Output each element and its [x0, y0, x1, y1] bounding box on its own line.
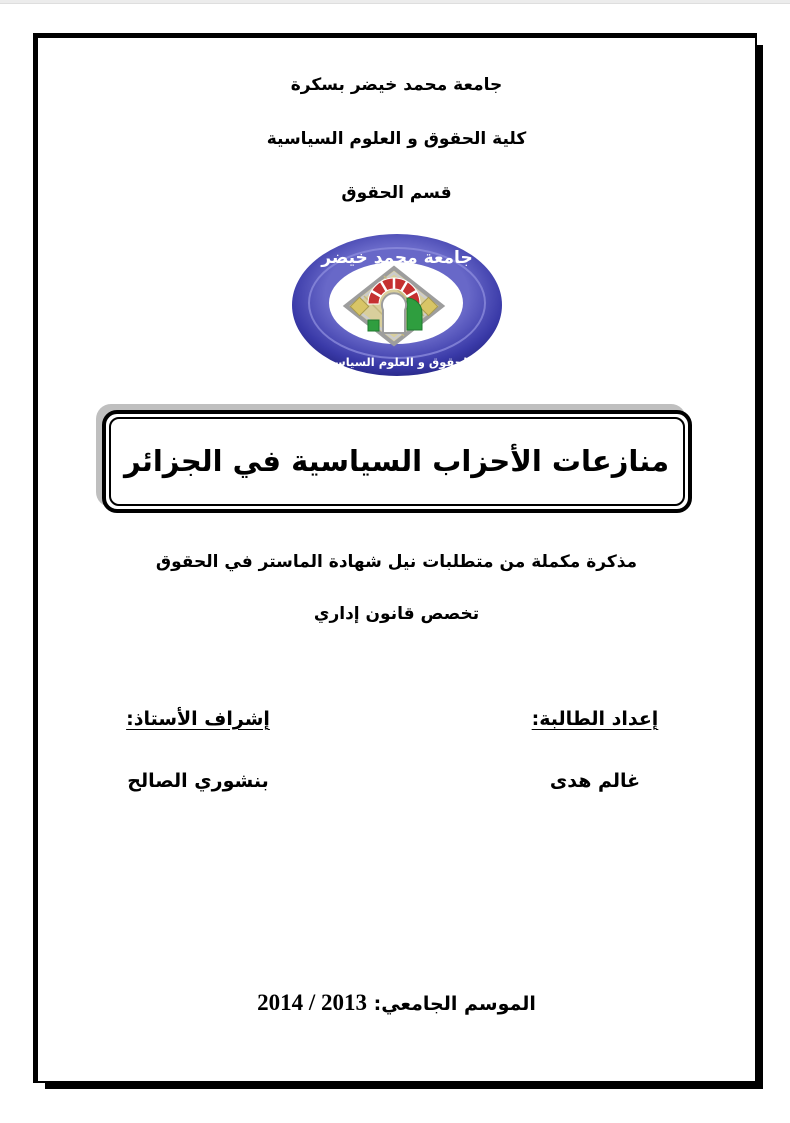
faculty-name: كلية الحقوق و العلوم السياسية [266, 129, 527, 149]
student-name: غالم هدى [549, 770, 641, 792]
logo-bottom-text: الحقوق و العلوم السياسية [322, 355, 471, 369]
academic-year [38, 989, 755, 1018]
specialization-line: تخصص قانون إداري [313, 604, 480, 624]
university-logo [38, 233, 755, 377]
university-name: جامعة محمد خيضر بسكرة [290, 75, 503, 95]
credits-section [38, 707, 755, 793]
thesis-type-line: مذكرة مكملة من متطلبات نيل شهادة الماستر في الحقوق [155, 552, 638, 572]
supervisor-name: بنشوري الصالح [127, 770, 269, 792]
thesis-title: منازعات الأحزاب السياسية في الجزائر [123, 444, 670, 479]
viewer-page-edge [0, 0, 790, 4]
supervisor-label: إشراف الأستاذ: [126, 708, 270, 730]
university-logo-graphic [291, 233, 503, 377]
page-border-frame [33, 33, 757, 1083]
student-column [505, 707, 685, 793]
thesis-title-box [102, 410, 692, 513]
logo-top-text: جامعة محمد خيضر [320, 248, 473, 268]
department-name: قسم الحقوق [341, 183, 452, 203]
emblem-keyhole-arch [382, 293, 406, 333]
supervisor-column [108, 707, 288, 793]
emblem-green-square [368, 320, 379, 331]
academic-year-label: الموسم الجامعي: [373, 993, 536, 1015]
academic-year-value: 2013 / 2014 [257, 990, 367, 1015]
student-label: إعداد الطالبة: [531, 708, 659, 730]
thesis-title-box-inner [109, 417, 685, 506]
